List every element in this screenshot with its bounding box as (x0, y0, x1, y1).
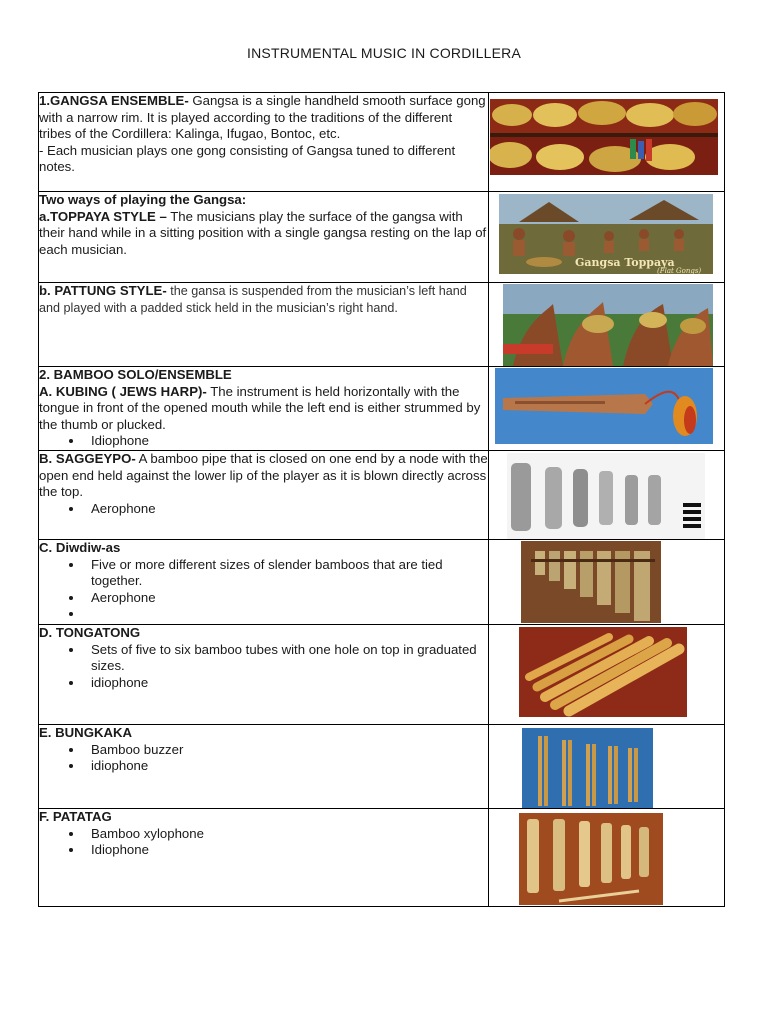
list-item: • idiophone (84, 758, 488, 775)
tongatong-photo (519, 627, 687, 717)
row-text-2: - Each musician plays one gong consisting of Gangsa tuned to different notes. (39, 142, 456, 175)
table-row (39, 192, 725, 283)
image-cell (489, 624, 725, 724)
photo-caption: Gangsa Toppaya (575, 256, 675, 269)
table-row (39, 624, 725, 724)
gangsa-gongs-photo (490, 99, 718, 175)
list-item: • Idiophone (84, 433, 488, 450)
image-cell (489, 724, 725, 808)
toppaya-musicians-photo (499, 194, 713, 274)
row-text: Gangsa is a single handheld smooth surface gong with a narrow rim. It is played according to the traditions of the different tribes of the Cordillera: Kalinga, Ifugao, Bontoc, etc. (39, 93, 486, 142)
row-text: the gansa is suspended from the musician’s left hand and played with a padded stick held in the musician’s right hand. (39, 284, 467, 315)
row-intro: Two ways of playing the Gangsa: (39, 192, 247, 207)
row-heading: C. Diwdiw-as (39, 539, 121, 555)
instruments-table (38, 92, 725, 907)
kubing-photo (495, 368, 713, 444)
row-heading: E. BUNGKAKA (39, 724, 133, 740)
image-cell (489, 192, 725, 283)
description-cell (39, 450, 489, 539)
row-heading: b. PATTUNG STYLE- (39, 283, 167, 298)
table-row (39, 724, 725, 808)
table-row (39, 367, 725, 451)
list-item (84, 606, 488, 623)
table-row (39, 283, 725, 367)
description-cell (39, 808, 489, 906)
row-heading: B. SAGGEYPO- (39, 450, 136, 466)
row-text: A bamboo pipe that is closed on one end by a node with the open end held against the lower lip of the player as it is blown directly across the top. (39, 450, 488, 500)
image-cell (489, 283, 725, 367)
table-row (39, 450, 725, 539)
bullet-list (39, 826, 488, 859)
list-item: • Bamboo buzzer (84, 742, 488, 759)
row-heading: 1.GANGSA ENSEMBLE- (39, 93, 189, 108)
saggeypo-photo (507, 453, 705, 539)
description-cell (39, 283, 489, 367)
image-cell (489, 450, 725, 539)
bullet-list (39, 501, 488, 518)
bullet-list (39, 557, 488, 623)
description-cell (39, 724, 489, 808)
list-item: • Five or more different sizes of slender bamboos that are tied together. (84, 557, 488, 590)
row-text: The instrument is held horizontally with the tongue in front of the opened mouth while the left end is either strummed by the thumb or plucked. (39, 383, 481, 432)
description-cell (39, 624, 489, 724)
description-cell (39, 367, 489, 451)
document-title: INSTRUMENTAL MUSIC IN CORDILLERA (247, 45, 521, 61)
row-heading: A. KUBING ( JEWS HARP)- (39, 383, 207, 399)
image-cell (489, 808, 725, 906)
pattung-dancers-photo (503, 284, 713, 366)
description-cell (39, 93, 489, 192)
image-cell (489, 539, 725, 624)
image-cell (489, 367, 725, 451)
row-heading: a.TOPPAYA STYLE – (39, 208, 167, 224)
row-heading: D. TONGATONG (39, 624, 141, 640)
bullet-list (39, 433, 488, 450)
table-row (39, 808, 725, 906)
patatag-photo (519, 813, 663, 905)
table-row (39, 93, 725, 192)
bungkaka-photo (522, 728, 653, 809)
bullet-list (39, 742, 488, 775)
row-intro: 2. BAMBOO SOLO/ENSEMBLE (39, 367, 232, 382)
list-item: • idiophone (84, 675, 488, 692)
diwdiw-as-photo (521, 541, 661, 623)
row-text: The musicians play the surface of the gangsa with their hand while in a sitting position with a single gangsa resting on the lap of each musician. (39, 208, 487, 257)
row-heading: F. PATATAG (39, 808, 112, 824)
bullet-list (39, 642, 488, 692)
table-row (39, 539, 725, 624)
photo-subcaption: (Flat Gongs) (657, 267, 702, 274)
list-item: • Bamboo xylophone (84, 826, 488, 843)
list-item: • Sets of five to six bamboo tubes with one hole on top in graduated sizes. (84, 642, 488, 675)
list-item: • Aerophone (84, 501, 488, 518)
list-item: • Aerophone (84, 590, 488, 607)
image-cell (489, 93, 725, 192)
description-cell (39, 192, 489, 283)
list-item: • Idiophone (84, 842, 488, 859)
description-cell (39, 539, 489, 624)
